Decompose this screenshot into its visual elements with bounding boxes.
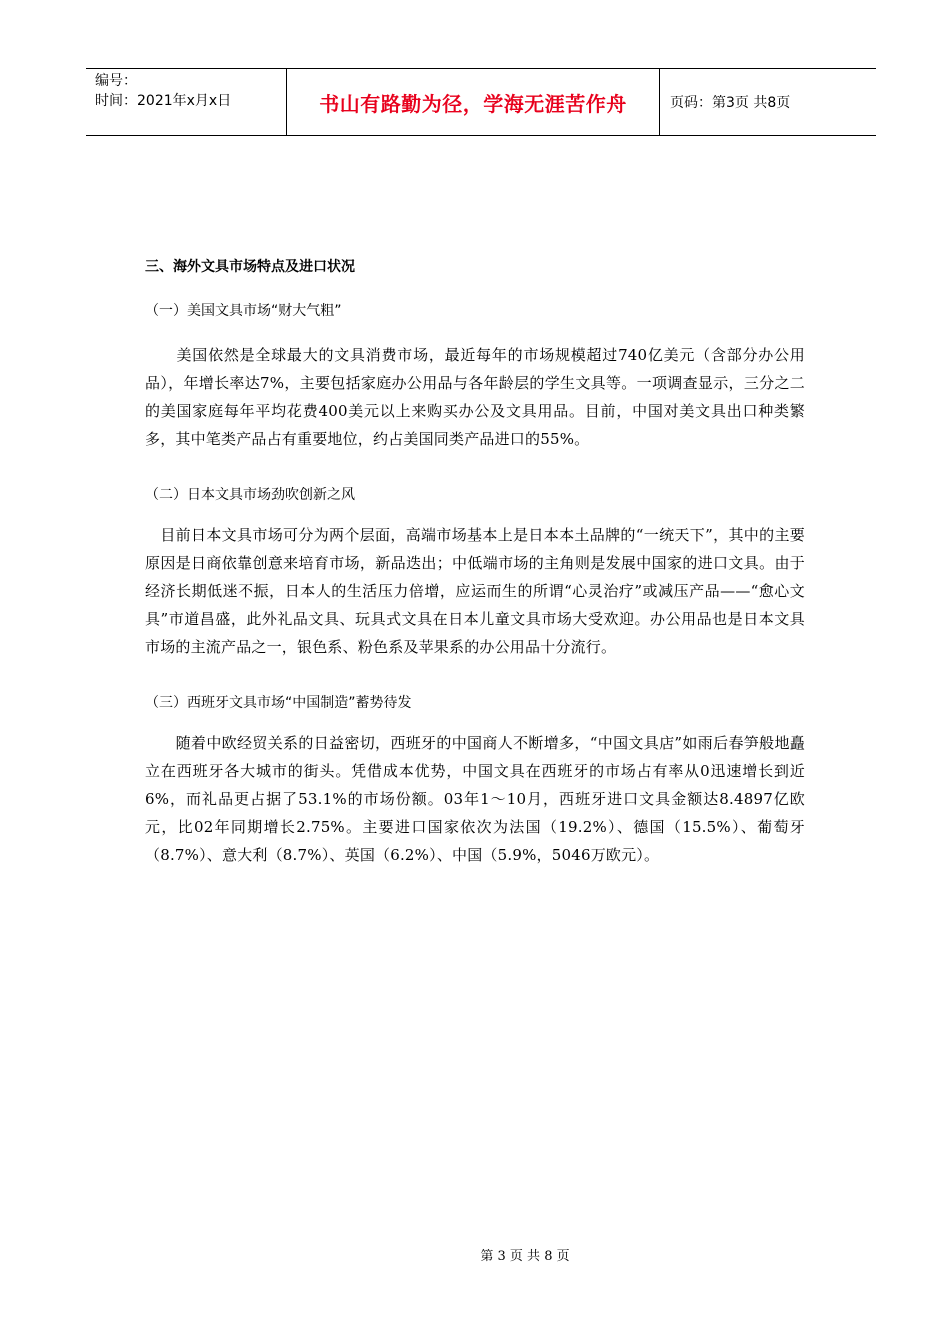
subsection-heading-japan: （二）日本文具市场劲吹创新之风 — [145, 487, 355, 503]
section-title: 三、海外文具市场特点及进口状况 — [145, 259, 355, 275]
paragraph-us: 美国依然是全球最大的文具消费市场，最近每年的市场规模超过740亿美元（含部分办公用品），年增长率达7%，主要包括家庭办公用品与各年龄层的学生文具等。一项调查显示，三分之二的美国家庭每年平均花费400美元以上来购买办公及文具用品。目前，中国对美文具出口种类繁多，其中笔类产品占有重要地位，约占美国同类产品进口的55%。 — [145, 346, 805, 448]
serial-label: 编号： — [95, 73, 137, 89]
time-label: 时间：2021年x月x日 — [95, 93, 232, 109]
page-footer: 第 3 页 共 8 页 — [480, 1249, 570, 1264]
paragraph-spain: 随着中欧经贸关系的日益密切，西班牙的中国商人不断增多，“中国文具店”如雨后春笋般地矗立在西班牙各大城市的街头。凭借成本优势，中国文具在西班牙的市场占有率从0迅速增长到近6%，而礼品更占据了53.1%的市场份额。03年1～10月，西班牙进口文具金额达8.4897亿欧元，比02年同期增长2.75%。主要进口国家依次为法国（19.2%）、德国（15.5%）、葡萄牙（8.7%）、意大利（8.7%）、英国（6.2%）、中国（5.9%，5046万欧元）。 — [145, 734, 805, 864]
header-page-info: 页码：第3页 共8页 — [670, 95, 791, 111]
header-meta — [86, 69, 287, 135]
subsection-heading-spain: （三）西班牙文具市场“中国制造”蓄势待发 — [145, 695, 412, 711]
paragraph-japan: 目前日本文具市场可分为两个层面，高端市场基本上是日本本土品牌的“一统天下”，其中的主要原因是日商依靠创意来培育市场，新品迭出；中低端市场的主角则是发展中国家的进口文具。由于经济长期低迷不振，日本人的生活压力倍增，应运而生的所谓“心灵治疗”或减压产品——“愈心文具”市道昌盛，此外礼品文具、玩具式文具在日本儿童文具市场大受欢迎。办公用品也是日本文具市场的主流产品之一，银色系、粉色系及苹果系的办公用品十分流行。 — [145, 526, 805, 656]
header-motto: 书山有路勤为径，学海无涯苦作舟 — [287, 69, 660, 135]
document-body — [145, 255, 805, 869]
page-header — [86, 68, 876, 136]
subsection-heading-us: （一）美国文具市场“财大气粗” — [145, 303, 342, 319]
